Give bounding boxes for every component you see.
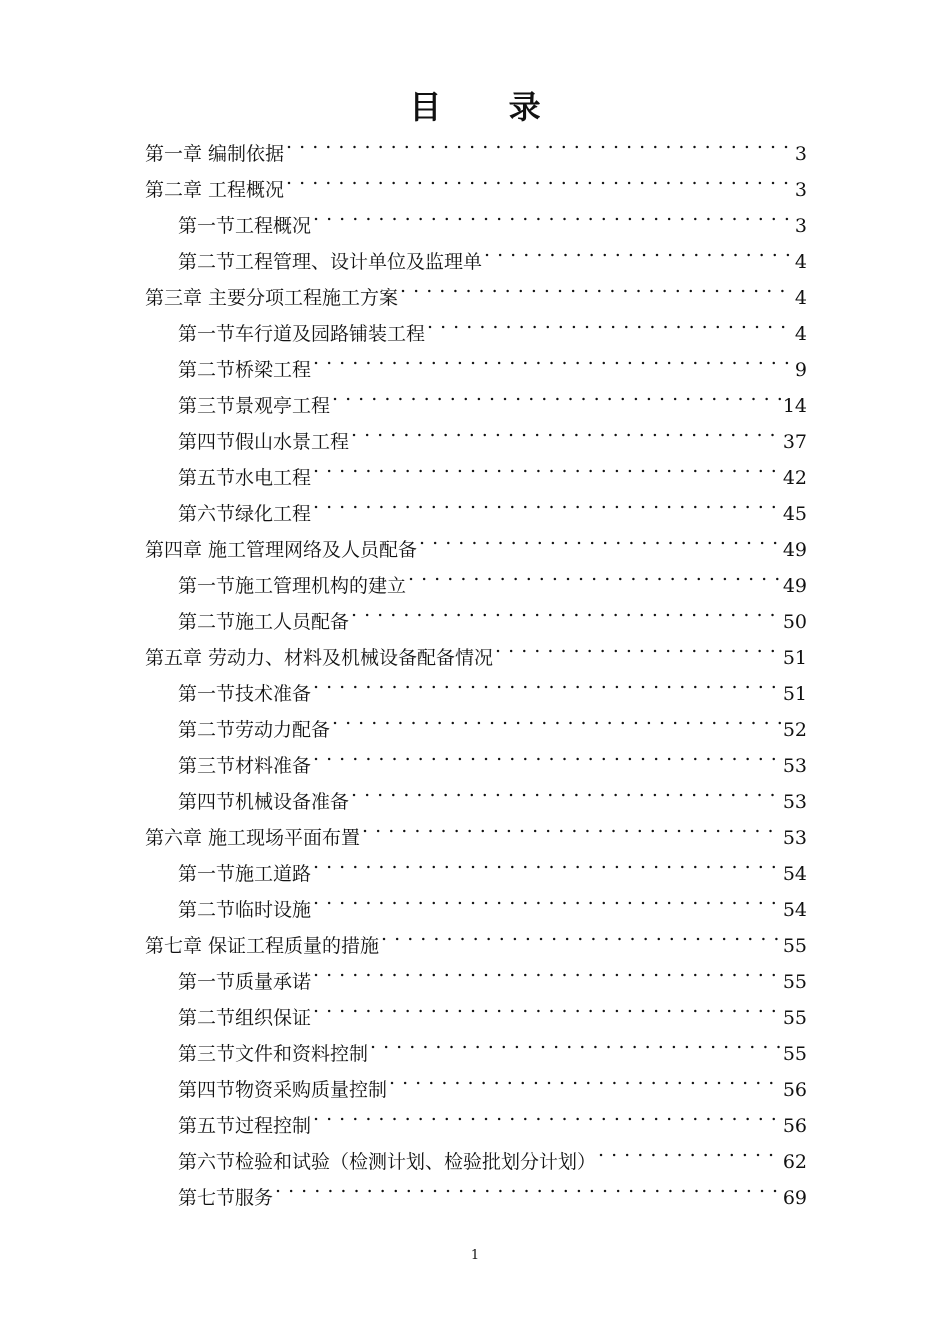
toc-entry-page-number: 51	[782, 683, 807, 705]
toc-chapter-entry[interactable]	[145, 124, 807, 165]
toc-entry-label: 第一节施工管理机构的建立	[178, 575, 407, 597]
toc-entry-page-number: 69	[782, 1187, 807, 1209]
toc-entry-page-number: 54	[782, 863, 807, 885]
toc-entry-label: 第二节临时设施	[178, 899, 312, 921]
toc-entry-page-number: 9	[794, 359, 807, 381]
toc-dot-leader	[427, 304, 793, 340]
page-number: 1	[470, 1248, 480, 1263]
toc-entry-page-number: 3	[794, 179, 807, 201]
toc-entry-label: 第二节工程管理、设计单位及监理单	[178, 251, 483, 273]
toc-entry-page-number: 56	[782, 1079, 807, 1101]
toc-entry-page-number: 55	[782, 971, 807, 993]
toc-entry-label: 第一节技术准备	[178, 683, 312, 705]
toc-entry-page-number: 62	[782, 1151, 807, 1173]
toc-entry-page-number: 4	[794, 287, 807, 309]
toc-entry-label: 第三节景观亭工程	[178, 395, 331, 417]
toc-entry-page-number: 56	[782, 1115, 807, 1137]
toc-entry-label: 第三节文件和资料控制	[178, 1043, 369, 1065]
toc-entry-label: 第五节过程控制	[178, 1115, 312, 1137]
toc-dot-leader	[332, 376, 781, 412]
toc-dot-leader	[313, 880, 781, 916]
toc-entry-label: 第一节质量承诺	[178, 971, 312, 993]
toc-entry-page-number: 55	[782, 1007, 807, 1029]
toc-dot-leader	[313, 952, 781, 988]
toc-entry-page-number: 4	[794, 323, 807, 345]
toc-entry-label: 第一节工程概况	[178, 215, 312, 237]
toc-entry-label: 第二节施工人员配备	[178, 611, 350, 633]
toc-dot-leader	[286, 160, 793, 196]
toc-dot-leader	[408, 556, 781, 592]
toc-entry-label: 第四节机械设备准备	[178, 791, 350, 813]
toc-entry-page-number: 3	[794, 143, 807, 165]
toc-entry-label: 第五节水电工程	[178, 467, 312, 489]
toc-entry-page-number: 37	[782, 431, 807, 453]
toc-entry-page-number: 55	[782, 1043, 807, 1065]
toc-entry-label: 第二节劳动力配备	[178, 719, 331, 741]
toc-dot-leader	[313, 484, 781, 520]
toc-entry-page-number: 49	[782, 575, 807, 597]
toc-dot-leader	[495, 628, 781, 664]
toc-dot-leader	[419, 520, 781, 556]
toc-dot-leader	[400, 268, 793, 304]
toc-entry-label: 第一章 编制依据	[145, 143, 285, 165]
toc-entry-page-number: 42	[782, 467, 807, 489]
toc-entry-label: 第二节组织保证	[178, 1007, 312, 1029]
toc-dot-leader	[484, 232, 793, 268]
toc-entry-page-number: 3	[794, 215, 807, 237]
toc-entry-label: 第四节假山水景工程	[178, 431, 350, 453]
toc-dot-leader	[275, 1168, 781, 1204]
toc-entry-page-number: 53	[782, 755, 807, 777]
toc-dot-leader	[332, 700, 781, 736]
toc-entry-label: 第七章 保证工程质量的措施	[145, 935, 380, 957]
toc-entry-page-number: 52	[782, 719, 807, 741]
toc-entry-page-number: 14	[782, 395, 807, 417]
toc-dot-leader	[598, 1132, 781, 1168]
toc-dot-leader	[381, 916, 781, 952]
toc-entry-label: 第四节物资采购质量控制	[178, 1079, 388, 1101]
toc-entry-label: 第三章 主要分项工程施工方案	[145, 287, 399, 309]
toc-entry-label: 第三节材料准备	[178, 755, 312, 777]
toc-dot-leader	[389, 1060, 781, 1096]
toc-entry-label: 第六章 施工现场平面布置	[145, 827, 361, 849]
toc-entry-label: 第五章 劳动力、材料及机械设备配备情况	[145, 647, 494, 669]
toc-dot-leader	[313, 664, 781, 700]
toc-dot-leader	[313, 448, 781, 484]
toc-dot-leader	[313, 844, 781, 880]
toc-entry-page-number: 53	[782, 791, 807, 813]
toc-dot-leader	[313, 196, 793, 232]
toc-dot-leader	[313, 340, 793, 376]
toc-dot-leader	[351, 412, 781, 448]
toc-entry-page-number: 54	[782, 899, 807, 921]
toc-entry-page-number: 55	[782, 935, 807, 957]
toc-entry-page-number: 4	[794, 251, 807, 273]
toc-entry-page-number: 50	[782, 611, 807, 633]
page-title: 目 录	[409, 88, 569, 126]
table-of-contents	[145, 124, 807, 1209]
toc-dot-leader	[370, 1024, 781, 1060]
toc-dot-leader	[313, 736, 781, 772]
toc-dot-leader	[313, 988, 781, 1024]
toc-entry-page-number: 49	[782, 539, 807, 561]
toc-dot-leader	[351, 592, 781, 628]
toc-entry-label: 第二节桥梁工程	[178, 359, 312, 381]
toc-dot-leader	[362, 808, 781, 844]
toc-dot-leader	[286, 124, 793, 160]
toc-entry-page-number: 53	[782, 827, 807, 849]
toc-entry-label: 第七节服务	[178, 1187, 274, 1209]
toc-entry-label: 第二章 工程概况	[145, 179, 285, 201]
toc-dot-leader	[313, 1096, 781, 1132]
toc-entry-page-number: 51	[782, 647, 807, 669]
toc-entry-label: 第六节检验和试验（检测计划、检验批划分计划）	[178, 1151, 597, 1173]
toc-entry-label: 第一节施工道路	[178, 863, 312, 885]
toc-entry-label: 第四章 施工管理网络及人员配备	[145, 539, 418, 561]
toc-entry-label: 第六节绿化工程	[178, 503, 312, 525]
toc-entry-page-number: 45	[782, 503, 807, 525]
toc-dot-leader	[351, 772, 781, 808]
toc-entry-label: 第一节车行道及园路铺装工程	[178, 323, 426, 345]
